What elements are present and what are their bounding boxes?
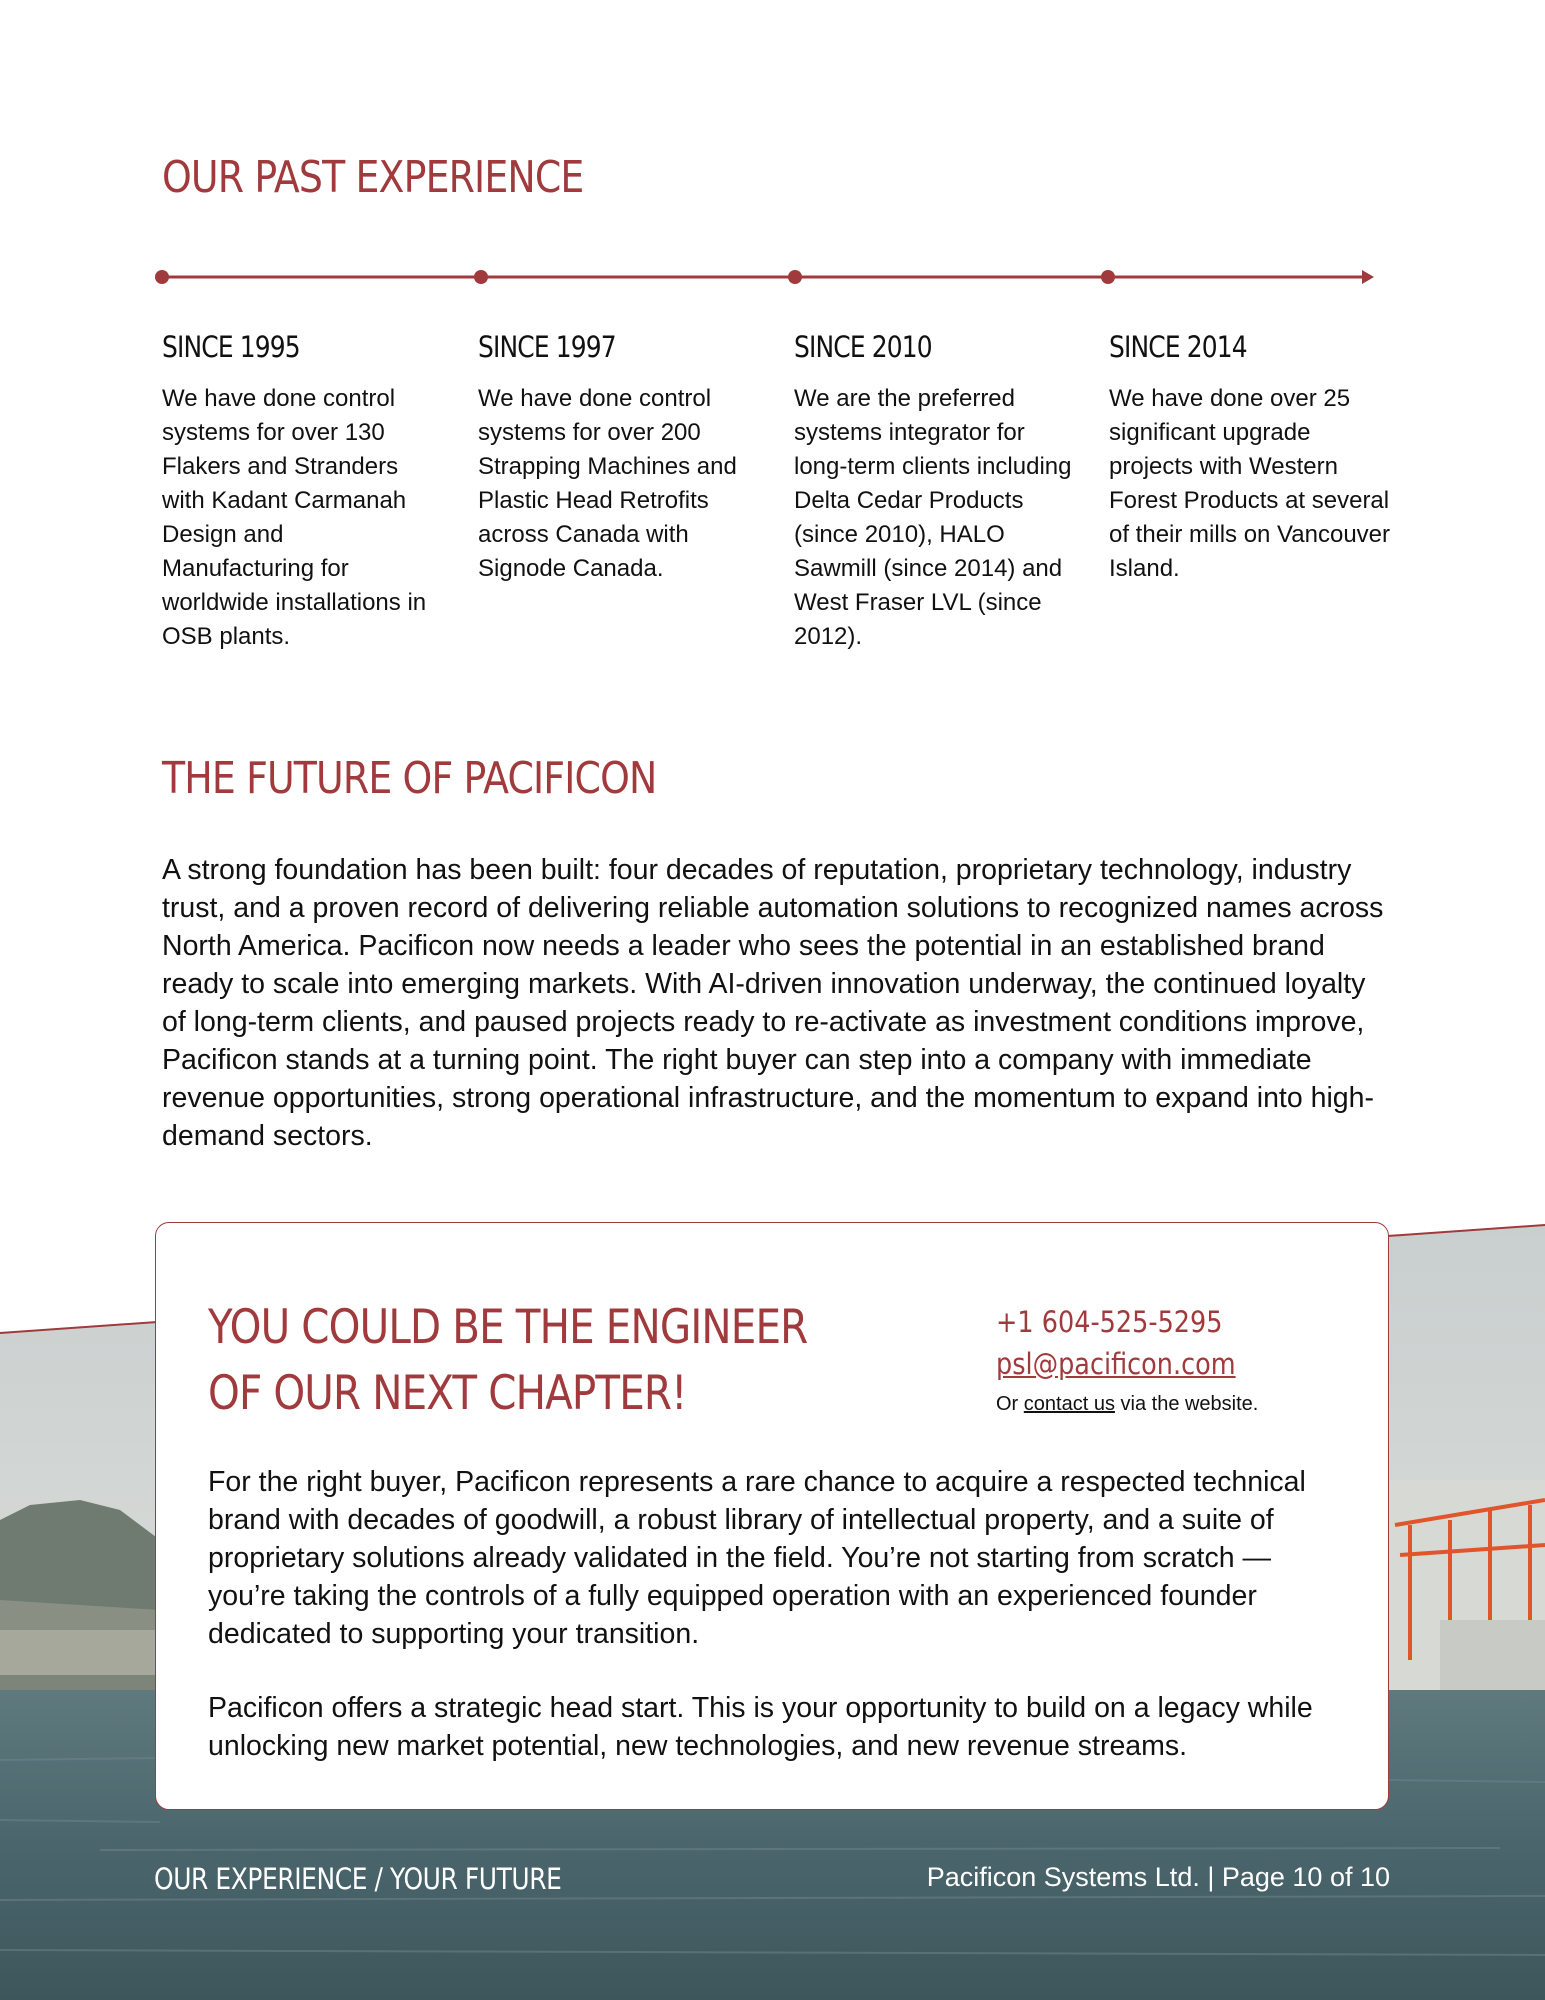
milestone-text: We have done control systems for over 200 Strapping Machines and Plastic Head Retrofits across Canada with Signode Canada. xyxy=(478,385,737,582)
milestone-heading: SINCE 1995 xyxy=(162,330,300,364)
footer-page-info: Pacificon Systems Ltd. | Page 10 of 10 xyxy=(926,1862,1390,1892)
milestone-text: We are the preferred systems integrator for long-term clients including Delta Cedar Products (since 2010), HALO Sawmill (since 2014) and West Fraser LVL (since 2012). xyxy=(794,385,1072,650)
timeline-arrow-icon xyxy=(1362,270,1374,284)
cta-paragraph-1: For the right buyer, Pacificon represents a rare chance to acquire a respected technical brand with decades of goodwill, a robust library of intellectual property, and a suite of proprietary solutions already validated in the field. You’re not starting from scratch — you’re taking the controls of a fully equipped operation with an experienced founder dedicated to supporting your transition. xyxy=(208,1466,1306,1650)
contact-block xyxy=(996,1305,1268,1416)
timeline-dot xyxy=(155,270,169,284)
future-paragraph: A strong foundation has been built: four decades of reputation, proprietary technology, industry trust, and a proven record of delivering reliable automation solutions to recognized names across North America. Pacificon now needs a leader who sees the potential in an established brand ready to scale into emerging markets. With AI-driven innovation underway, the continued loyalty of long-term clients, and paused projects ready to re-activate as investment conditions improve, Pacificon stands at a turning point. The right buyer can step into a company with immediate revenue opportunities, strong operational infrastructure, and the momentum to expand into high-demand sectors. xyxy=(162,854,1384,1152)
contact-prefix: Or xyxy=(996,1393,1024,1415)
cta-title-line1: YOU COULD BE THE ENGINEER xyxy=(208,1300,808,1355)
timeline xyxy=(150,262,1380,292)
milestone-heading: SINCE 2010 xyxy=(794,330,932,364)
milestone-2014 xyxy=(1109,330,1394,586)
contact-us-link[interactable]: contact us xyxy=(1023,1393,1115,1415)
phone-link[interactable]: +1 604-525-5295 xyxy=(996,1305,1223,1339)
contact-suffix: via the website. xyxy=(1114,1393,1259,1415)
email-link[interactable]: psl@pacificon.com xyxy=(996,1347,1236,1381)
cta-paragraph-2: Pacificon offers a strategic head start. This is your opportunity to build on a legacy while unlocking new market potential, new technologies, and new revenue streams. xyxy=(208,1692,1313,1762)
milestone-2010 xyxy=(794,330,1074,654)
cta-title xyxy=(208,1295,807,1427)
milestone-1997 xyxy=(478,330,758,586)
timeline-dot xyxy=(788,270,802,284)
timeline-dot xyxy=(1101,270,1115,284)
cta-card xyxy=(155,1222,1389,1810)
future-title: THE FUTURE OF PACIFICON xyxy=(162,753,657,804)
experience-title: OUR PAST EXPERIENCE xyxy=(162,152,584,203)
milestone-heading: SINCE 2014 xyxy=(1109,330,1247,364)
milestone-1995 xyxy=(162,330,442,654)
footer-section-label: OUR EXPERIENCE / YOUR FUTURE xyxy=(154,1862,562,1896)
milestone-text: We have done over 25 significant upgrade projects with Western Forest Products at several of their mills on Vancouver Island. xyxy=(1109,385,1391,582)
cta-title-line2: OF OUR NEXT CHAPTER! xyxy=(208,1366,687,1421)
milestone-heading: SINCE 1997 xyxy=(478,330,616,364)
contact-line xyxy=(996,1393,1268,1416)
milestone-text: We have done control systems for over 130 Flakers and Stranders with Kadant Carmanah Design and Manufacturing for worldwide installations in OSB plants. xyxy=(162,385,427,650)
timeline-dot xyxy=(474,270,488,284)
